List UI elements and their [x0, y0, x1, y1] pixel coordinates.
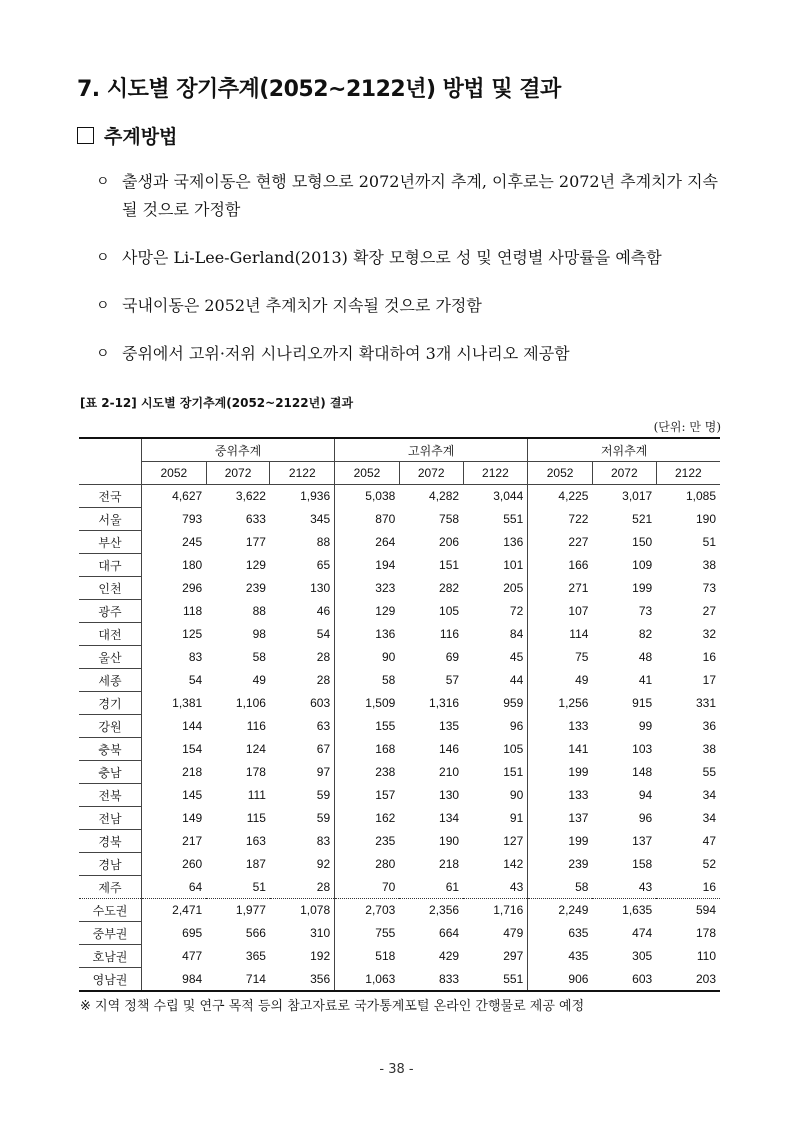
value-cell: 51	[206, 876, 270, 899]
region-cell: 제주	[79, 876, 142, 899]
value-cell: 323	[375, 581, 396, 595]
bullet-circle-icon: ㅇ	[96, 346, 110, 362]
table-row	[79, 531, 720, 554]
value-cell: 107	[568, 604, 589, 618]
group-header-medium: 중위추계	[142, 438, 335, 462]
region-cell: 영남권	[79, 968, 142, 992]
value-cell: 297	[463, 945, 528, 968]
value-cell: 141	[568, 742, 589, 756]
value-cell: 110	[696, 949, 716, 963]
bullet-text: 중위에서 고위·저위 시나리오까지 확대하여 3개 시나리오 제공함	[122, 344, 570, 363]
value-cell: 90	[381, 650, 396, 664]
value-cell: 155	[375, 719, 396, 733]
value-cell: 154	[182, 742, 203, 756]
value-cell: 61	[399, 876, 463, 899]
value-cell: 199	[632, 581, 653, 595]
value-cell: 1,509	[365, 696, 396, 710]
region-cell: 충북	[79, 738, 142, 761]
group-header-high: 고위추계	[335, 438, 528, 462]
region-cell: 충남	[79, 761, 142, 784]
value-cell: 137	[568, 811, 589, 825]
value-cell: 178	[245, 765, 266, 779]
region-cell: 경남	[79, 853, 142, 876]
table-row	[79, 577, 720, 600]
value-cell: 833	[399, 968, 463, 992]
value-cell: 49	[575, 673, 589, 687]
table-unit: (단위: 만 명)	[653, 420, 721, 434]
corner-cell	[79, 438, 142, 485]
value-cell: 271	[568, 581, 589, 595]
value-cell: 28	[270, 669, 335, 692]
region-cell: 대구	[79, 554, 142, 577]
value-cell: 1,381	[172, 696, 203, 710]
value-cell: 518	[375, 949, 396, 963]
value-cell: 177	[245, 535, 266, 549]
value-cell: 239	[568, 857, 589, 871]
value-cell: 134	[439, 811, 460, 825]
value-cell: 83	[270, 830, 335, 853]
value-cell: 103	[632, 742, 653, 756]
value-cell: 133	[568, 719, 589, 733]
value-cell: 52	[702, 857, 716, 871]
value-cell: 566	[245, 926, 266, 940]
value-cell: 91	[463, 807, 528, 830]
year-header: 2052	[142, 462, 207, 485]
value-cell: 260	[182, 857, 203, 871]
value-cell: 129	[245, 558, 266, 572]
region-cell: 수도권	[79, 899, 142, 922]
value-cell: 1,936	[270, 485, 335, 508]
value-cell: 101	[463, 554, 528, 577]
value-cell: 203	[656, 968, 720, 992]
value-cell: 162	[375, 811, 396, 825]
value-cell: 190	[439, 834, 460, 848]
value-cell: 429	[439, 949, 460, 963]
value-cell: 199	[568, 834, 589, 848]
value-cell: 235	[375, 834, 396, 848]
value-cell: 130	[439, 788, 460, 802]
value-cell: 27	[702, 604, 716, 618]
value-cell: 594	[695, 903, 716, 918]
value-cell: 151	[463, 761, 528, 784]
year-header: 2122	[656, 462, 720, 485]
value-cell: 105	[439, 604, 460, 618]
value-cell: 722	[568, 512, 589, 526]
value-cell: 551	[463, 968, 528, 992]
value-cell: 59	[270, 784, 335, 807]
region-cell: 전북	[79, 784, 142, 807]
value-cell: 116	[439, 627, 460, 641]
bullet-item	[96, 244, 726, 272]
table-row	[79, 761, 720, 784]
value-cell: 4,225	[558, 489, 589, 504]
value-cell: 1,256	[558, 696, 589, 710]
value-cell: 218	[182, 765, 203, 779]
value-cell: 310	[270, 922, 335, 945]
value-cell: 136	[375, 627, 396, 641]
value-cell: 58	[381, 673, 396, 687]
year-header: 2072	[399, 462, 463, 485]
value-cell: 180	[182, 558, 203, 572]
value-cell: 758	[439, 512, 460, 526]
value-cell: 41	[638, 673, 653, 687]
value-cell: 38	[702, 558, 716, 572]
table-row	[79, 485, 720, 508]
value-cell: 54	[188, 673, 203, 687]
value-cell: 130	[270, 577, 335, 600]
value-cell: 959	[463, 692, 528, 715]
value-cell: 633	[245, 512, 266, 526]
bullet-item	[96, 168, 726, 224]
value-cell: 46	[270, 600, 335, 623]
value-cell: 48	[638, 650, 653, 664]
bullet-text: 국내이동은 2052년 추계치가 지속될 것으로 가정함	[122, 296, 482, 315]
value-cell: 96	[638, 811, 653, 825]
bullet-circle-icon: ㅇ	[96, 174, 110, 190]
year-header: 2122	[270, 462, 335, 485]
value-cell: 146	[439, 742, 460, 756]
value-cell: 57	[445, 673, 460, 687]
region-cell: 대전	[79, 623, 142, 646]
value-cell: 28	[270, 876, 335, 899]
region-cell: 강원	[79, 715, 142, 738]
value-cell: 603	[592, 968, 656, 992]
value-cell: 16	[702, 650, 716, 664]
table-row	[79, 876, 720, 899]
value-cell: 217	[182, 834, 203, 848]
value-cell: 72	[463, 600, 528, 623]
value-cell: 163	[245, 834, 266, 848]
value-cell: 92	[270, 853, 335, 876]
value-cell: 793	[182, 512, 203, 526]
value-cell: 365	[245, 949, 266, 963]
value-cell: 69	[445, 650, 460, 664]
value-cell: 114	[569, 627, 589, 641]
value-cell: 3,017	[622, 489, 653, 504]
value-cell: 133	[568, 788, 589, 802]
table-row	[79, 945, 720, 968]
footnote: ※ 지역 정책 수립 및 연구 목적 등의 참고자료로 국가통계포털 온라인 간행물로 제공 예정	[80, 999, 585, 1014]
value-cell: 190	[695, 512, 716, 526]
value-cell: 115	[246, 811, 266, 825]
value-cell: 43	[463, 876, 528, 899]
value-cell: 63	[270, 715, 335, 738]
table-row	[79, 807, 720, 830]
value-cell: 210	[439, 765, 460, 779]
value-cell: 282	[439, 581, 460, 595]
value-cell: 1,977	[235, 903, 266, 918]
value-cell: 1,716	[463, 899, 528, 922]
value-cell: 296	[182, 581, 203, 595]
value-cell: 45	[463, 646, 528, 669]
value-cell: 345	[270, 508, 335, 531]
value-cell: 58	[528, 876, 593, 899]
value-cell: 129	[375, 604, 396, 618]
value-cell: 695	[182, 926, 203, 940]
value-cell: 356	[270, 968, 335, 992]
value-cell: 88	[252, 604, 266, 618]
table-row	[79, 646, 720, 669]
projection-table	[79, 437, 720, 992]
value-cell: 1,078	[270, 899, 335, 922]
table-row	[79, 899, 720, 922]
value-cell: 477	[182, 949, 203, 963]
year-header: 2052	[528, 462, 593, 485]
value-cell: 82	[638, 627, 653, 641]
value-cell: 99	[638, 719, 653, 733]
value-cell: 83	[188, 650, 203, 664]
value-cell: 474	[632, 926, 653, 940]
value-cell: 73	[702, 581, 716, 595]
value-cell: 206	[439, 535, 460, 549]
value-cell: 521	[632, 512, 653, 526]
value-cell: 2,356	[429, 903, 460, 918]
value-cell: 238	[375, 765, 396, 779]
region-cell: 호남권	[79, 945, 142, 968]
table-row	[79, 784, 720, 807]
table-row	[79, 968, 720, 992]
region-cell: 경북	[79, 830, 142, 853]
value-cell: 34	[702, 811, 716, 825]
year-header: 2122	[463, 462, 528, 485]
value-cell: 264	[375, 535, 396, 549]
year-header: 2052	[335, 462, 400, 485]
table-row	[79, 554, 720, 577]
group-header-low: 저위추계	[528, 438, 720, 462]
value-cell: 43	[592, 876, 656, 899]
bullet-item	[96, 340, 726, 368]
value-cell: 55	[702, 765, 716, 779]
table-body	[79, 485, 720, 992]
value-cell: 1,635	[622, 903, 653, 918]
value-cell: 90	[463, 784, 528, 807]
value-cell: 47	[702, 834, 716, 848]
value-cell: 1,106	[235, 696, 266, 710]
value-cell: 67	[270, 738, 335, 761]
value-cell: 603	[270, 692, 335, 715]
page-number: - 38 -	[379, 1062, 414, 1077]
value-cell: 984	[142, 968, 207, 992]
page-title: 7. 시도별 장기추계(2052~2122년) 방법 및 결과	[77, 77, 561, 102]
value-cell: 227	[568, 535, 589, 549]
value-cell: 187	[245, 857, 266, 871]
region-cell: 서울	[79, 508, 142, 531]
value-cell: 3,044	[463, 485, 528, 508]
value-cell: 64	[142, 876, 207, 899]
method-bullets	[96, 168, 726, 388]
region-cell: 부산	[79, 531, 142, 554]
table-row	[79, 738, 720, 761]
value-cell: 239	[245, 581, 266, 595]
table-row	[79, 600, 720, 623]
value-cell: 194	[375, 558, 396, 572]
value-cell: 144	[182, 719, 203, 733]
value-cell: 94	[638, 788, 653, 802]
value-cell: 218	[439, 857, 460, 871]
value-cell: 137	[632, 834, 653, 848]
year-header: 2072	[206, 462, 270, 485]
value-cell: 1,063	[335, 968, 400, 992]
value-cell: 178	[695, 926, 716, 940]
value-cell: 70	[335, 876, 400, 899]
table-row	[79, 715, 720, 738]
value-cell: 280	[375, 857, 396, 871]
value-cell: 51	[702, 535, 716, 549]
value-cell: 331	[695, 696, 716, 710]
value-cell: 135	[439, 719, 460, 733]
value-cell: 551	[463, 508, 528, 531]
bullet-circle-icon: ㅇ	[96, 298, 110, 314]
value-cell: 915	[632, 696, 653, 710]
value-cell: 34	[702, 788, 716, 802]
region-cell: 울산	[79, 646, 142, 669]
value-cell: 145	[182, 788, 203, 802]
value-cell: 54	[270, 623, 335, 646]
value-cell: 205	[463, 577, 528, 600]
value-cell: 906	[528, 968, 593, 992]
value-cell: 168	[375, 742, 396, 756]
bullet-text: 출생과 국제이동은 현행 모형으로 2072년까지 추계, 이후로는 2072년 추계치가 지속될 것으로 가정함	[122, 172, 718, 219]
value-cell: 111	[247, 788, 266, 802]
value-cell: 65	[270, 554, 335, 577]
value-cell: 4,627	[172, 489, 203, 504]
value-cell: 870	[375, 512, 396, 526]
value-cell: 1,085	[685, 489, 716, 504]
value-cell: 28	[270, 646, 335, 669]
value-cell: 58	[252, 650, 266, 664]
table-row	[79, 692, 720, 715]
value-cell: 17	[702, 673, 716, 687]
value-cell: 479	[463, 922, 528, 945]
bullet-circle-icon: ㅇ	[96, 250, 110, 266]
value-cell: 714	[206, 968, 270, 992]
value-cell: 142	[463, 853, 528, 876]
region-cell: 경기	[79, 692, 142, 715]
value-cell: 125	[182, 627, 203, 641]
value-cell: 127	[463, 830, 528, 853]
region-cell: 인천	[79, 577, 142, 600]
value-cell: 192	[270, 945, 335, 968]
value-cell: 1,316	[429, 696, 460, 710]
table-row	[79, 922, 720, 945]
value-cell: 98	[252, 627, 266, 641]
value-cell: 148	[632, 765, 653, 779]
value-cell: 245	[182, 535, 203, 549]
table-row	[79, 623, 720, 646]
region-cell: 전국	[79, 485, 142, 508]
section-heading-label: 추계방법	[104, 126, 178, 148]
value-cell: 97	[270, 761, 335, 784]
value-cell: 59	[270, 807, 335, 830]
value-cell: 664	[439, 926, 460, 940]
table-caption: [표 2-12] 시도별 장기추계(2052~2122년) 결과	[80, 396, 354, 410]
value-cell: 2,703	[365, 903, 396, 918]
bullet-text: 사망은 Li-Lee-Gerland(2013) 확장 모형으로 성 및 연령별 사망률을 예측함	[122, 248, 662, 267]
value-cell: 435	[568, 949, 589, 963]
table-row	[79, 830, 720, 853]
bullet-item	[96, 292, 726, 320]
value-cell: 75	[575, 650, 589, 664]
value-cell: 73	[638, 604, 653, 618]
value-cell: 109	[632, 558, 653, 572]
table-row	[79, 669, 720, 692]
year-header: 2072	[592, 462, 656, 485]
value-cell: 136	[463, 531, 528, 554]
value-cell: 2,249	[558, 903, 589, 918]
checkbox-square-icon	[77, 127, 94, 144]
value-cell: 16	[656, 876, 720, 899]
value-cell: 4,282	[429, 489, 460, 504]
value-cell: 199	[568, 765, 589, 779]
value-cell: 755	[375, 926, 396, 940]
value-cell: 49	[252, 673, 266, 687]
value-cell: 149	[182, 811, 203, 825]
value-cell: 88	[270, 531, 335, 554]
region-cell: 광주	[79, 600, 142, 623]
value-cell: 150	[632, 535, 653, 549]
value-cell: 635	[568, 926, 589, 940]
value-cell: 84	[463, 623, 528, 646]
value-cell: 5,038	[365, 489, 396, 504]
value-cell: 157	[375, 788, 396, 802]
value-cell: 305	[632, 949, 653, 963]
region-cell: 중부권	[79, 922, 142, 945]
value-cell: 151	[439, 558, 460, 572]
value-cell: 2,471	[172, 903, 203, 918]
value-cell: 36	[702, 719, 716, 733]
value-cell: 96	[463, 715, 528, 738]
value-cell: 118	[183, 604, 203, 618]
value-cell: 44	[463, 669, 528, 692]
region-cell: 전남	[79, 807, 142, 830]
section-heading	[77, 122, 177, 149]
table-row	[79, 853, 720, 876]
region-cell: 세종	[79, 669, 142, 692]
value-cell: 32	[702, 627, 716, 641]
value-cell: 124	[245, 742, 266, 756]
value-cell: 166	[568, 558, 589, 572]
value-cell: 38	[702, 742, 716, 756]
value-cell: 158	[632, 857, 653, 871]
value-cell: 3,622	[235, 489, 266, 504]
value-cell: 116	[246, 719, 266, 733]
table-row	[79, 508, 720, 531]
value-cell: 105	[463, 738, 528, 761]
